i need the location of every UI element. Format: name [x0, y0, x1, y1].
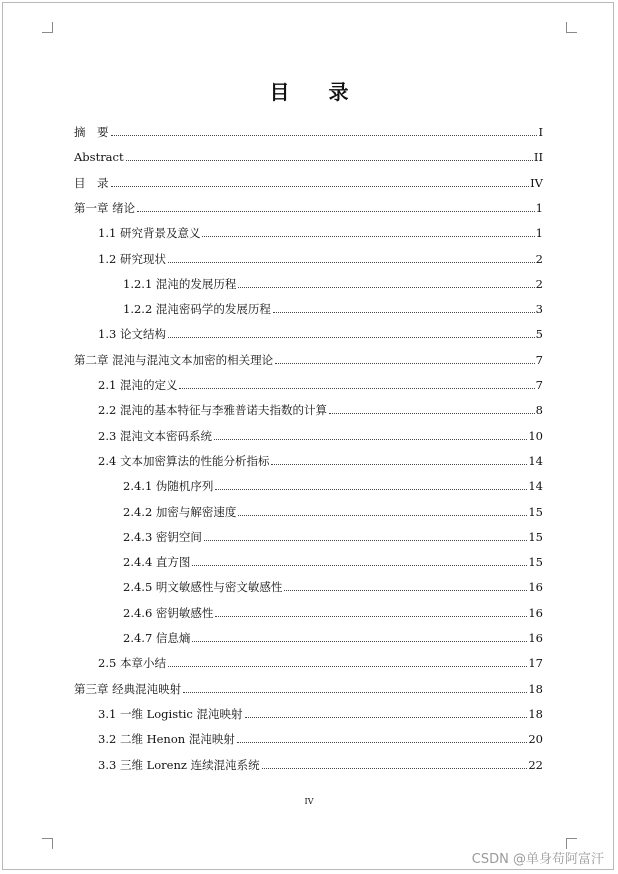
- toc-leader-dots: [192, 564, 527, 566]
- toc-entry-page: 5: [535, 327, 543, 342]
- toc-leader-dots: [245, 716, 528, 718]
- toc-leader-dots: [214, 438, 527, 440]
- toc-leader-dots: [273, 311, 535, 313]
- crop-mark-top-left: [42, 22, 53, 33]
- toc-entry[interactable]: [74, 343, 543, 367]
- toc-entry-page: 16: [528, 605, 543, 620]
- toc-leader-dots: [262, 767, 528, 769]
- toc-entry[interactable]: [74, 191, 543, 215]
- toc-entry-label: 2.4.3 密钥空间: [123, 529, 202, 544]
- toc-entry-page: 7: [535, 352, 543, 367]
- toc-entry-page: 17: [528, 656, 543, 671]
- toc-entry-label: 1.2.1 混沌的发展历程: [123, 276, 237, 291]
- toc-entry[interactable]: [123, 596, 543, 620]
- toc-entry-label: 2.4 文本加密算法的性能分析指标: [98, 453, 270, 468]
- toc-entry-page: 16: [528, 631, 543, 645]
- toc-entry-label: 1.2.2 混沌密码学的发展历程: [123, 302, 271, 317]
- toc-entry-label: 1.1 研究背景及意义: [98, 226, 201, 241]
- toc-leader-dots: [284, 589, 527, 591]
- toc-entry[interactable]: [74, 166, 543, 190]
- toc-entry[interactable]: [74, 140, 543, 164]
- toc-leader-dots: [238, 514, 527, 516]
- toc-entry[interactable]: [123, 621, 543, 645]
- toc-entry-label: 3.3 三维 Lorenz 连续混沌系统: [98, 757, 260, 772]
- toc-entry-label: 2.4.6 密钥敏感性: [123, 605, 214, 620]
- toc-entry[interactable]: [98, 216, 543, 240]
- toc-entry-page: 3: [535, 302, 543, 317]
- toc-entry[interactable]: [98, 393, 543, 417]
- toc-leader-dots: [238, 286, 534, 288]
- toc-entry-page: I: [538, 125, 543, 139]
- toc-entry-label: 目 录: [74, 175, 109, 190]
- toc-entry[interactable]: [98, 444, 543, 468]
- toc-leader-dots: [215, 488, 527, 490]
- watermark: CSDN @单身苟阿富汗: [471, 852, 604, 867]
- toc-entry-label: 2.1 混沌的定义: [98, 378, 178, 392]
- toc-entry-label: 2.2 混沌的基本特征与李雅普诺夫指数的计算: [98, 403, 327, 418]
- toc-leader-dots: [179, 387, 534, 389]
- toc-entry-page: IV: [530, 175, 543, 190]
- toc-entry[interactable]: [98, 722, 543, 746]
- toc-leader-dots: [202, 235, 534, 237]
- crop-mark-bottom-left: [42, 838, 53, 849]
- toc-entry-page: 2: [535, 251, 543, 266]
- toc-entry[interactable]: [98, 419, 543, 443]
- toc-entry-page: 1: [535, 226, 543, 241]
- toc-entry-page: 10: [528, 428, 543, 443]
- toc-entry-page: II: [533, 150, 543, 165]
- toc-entry-label: 2.3 混沌文本密码系统: [98, 428, 212, 443]
- toc-entry[interactable]: [98, 242, 543, 266]
- toc-entry-label: 2.4.5 明文敏感性与密文敏感性: [123, 580, 283, 595]
- toc-leader-dots: [271, 463, 527, 465]
- toc-entry[interactable]: [74, 115, 543, 139]
- toc-leader-dots: [137, 210, 535, 212]
- toc-entry[interactable]: [98, 368, 543, 392]
- toc-entry[interactable]: [123, 267, 543, 291]
- toc-entry-label: 2.5 本章小结: [98, 656, 166, 671]
- toc-entry-page: 20: [528, 732, 543, 747]
- toc-entry[interactable]: [123, 545, 543, 569]
- toc-entry[interactable]: [98, 646, 543, 670]
- toc-leader-dots: [183, 691, 527, 693]
- toc-leader-dots: [237, 741, 528, 743]
- toc-entry-page: 2: [535, 276, 543, 291]
- toc-entry-label: 1.3 论文结构: [98, 327, 166, 342]
- toc-leader-dots: [111, 134, 538, 136]
- toc-entry-page: 18: [528, 681, 543, 696]
- toc-entry-page: 16: [528, 580, 543, 595]
- toc-leader-dots: [126, 159, 533, 161]
- toc-entry-label: 2.4.7 信息熵: [123, 631, 191, 645]
- page-title: 目 录: [269, 80, 365, 104]
- toc-entry[interactable]: [123, 292, 543, 316]
- toc-entry-page: 22: [528, 757, 543, 772]
- toc-entry[interactable]: [123, 520, 543, 544]
- toc-entry-label: 3.1 一维 Logistic 混沌映射: [98, 706, 243, 721]
- toc-entry-page: 1: [535, 200, 543, 215]
- toc-leader-dots: [168, 336, 535, 338]
- toc-entry[interactable]: [98, 317, 543, 341]
- crop-mark-top-right: [566, 22, 577, 33]
- toc-entry-page: 14: [528, 453, 543, 468]
- toc-entry-label: 第一章 绪论: [74, 200, 136, 215]
- toc-entry-page: 14: [528, 479, 543, 494]
- toc-entry-page: 15: [528, 529, 543, 544]
- toc-entry[interactable]: [74, 672, 543, 696]
- toc-entry-page: 18: [528, 706, 543, 721]
- toc-leader-dots: [168, 665, 527, 667]
- toc-entry[interactable]: [123, 570, 543, 594]
- toc-entry[interactable]: [98, 748, 543, 772]
- toc-leader-dots: [204, 539, 527, 541]
- toc-entry-label: 2.4.2 加密与解密速度: [123, 504, 237, 519]
- page-number-footer: IV: [304, 797, 314, 806]
- toc-entry[interactable]: [123, 469, 543, 493]
- toc-entry-page: 7: [535, 378, 543, 392]
- toc-entry-page: 15: [528, 555, 543, 570]
- toc-leader-dots: [275, 362, 535, 364]
- toc-leader-dots: [168, 261, 535, 263]
- toc-entry-label: 3.2 二维 Henon 混沌映射: [98, 732, 235, 747]
- toc-leader-dots: [215, 615, 527, 617]
- toc-entry-label: 1.2 研究现状: [98, 251, 166, 266]
- toc-entry-label: 第二章 混沌与混沌文本加密的相关理论: [74, 352, 274, 367]
- toc-leader-dots: [329, 412, 535, 414]
- toc-leader-dots: [192, 640, 527, 642]
- toc-entry[interactable]: [98, 697, 543, 721]
- toc-entry-label: 2.4.1 伪随机序列: [123, 479, 214, 494]
- toc-entry[interactable]: [123, 495, 543, 519]
- toc-entry-label: 2.4.4 直方图: [123, 555, 191, 570]
- toc-leader-dots: [111, 185, 530, 187]
- toc-entry-label: Abstract: [74, 150, 124, 165]
- toc-entry-page: 15: [528, 504, 543, 519]
- toc-entry-label: 摘 要: [74, 125, 109, 139]
- toc-entry-page: 8: [535, 403, 543, 418]
- toc-entry-label: 第三章 经典混沌映射: [74, 681, 182, 696]
